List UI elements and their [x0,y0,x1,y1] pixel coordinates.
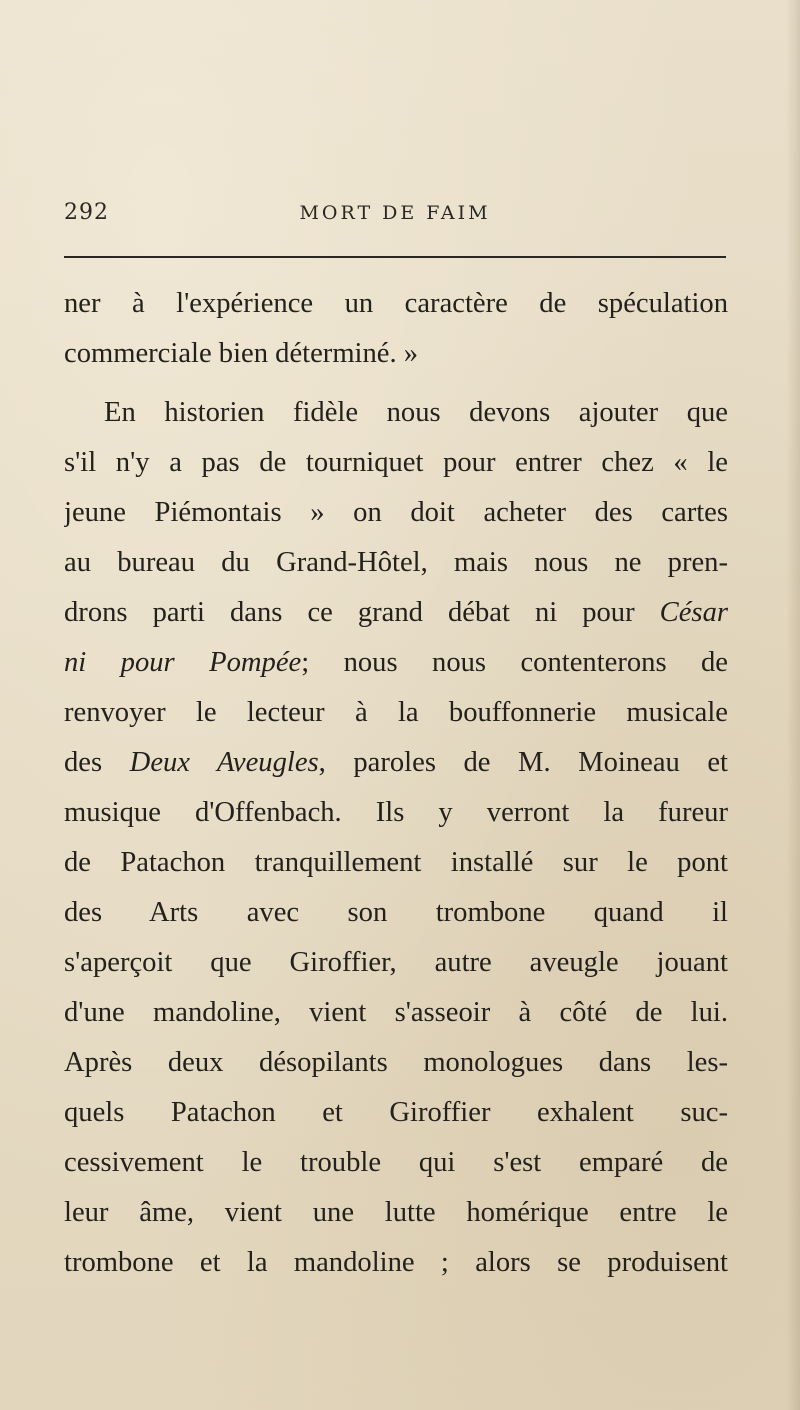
text-line [64,788,728,838]
italic-text-segment: ni pour Pompée [64,647,302,678]
text-line [64,688,728,738]
text-line [64,888,728,938]
text-segment: renvoyer le lecteur à la bouffonnerie musicale [64,697,728,728]
text-line [64,388,728,438]
header-rule [64,256,726,258]
text-line [64,1238,728,1288]
text-line [64,638,728,688]
italic-text-segment: Deux Aveugles [129,747,319,778]
text-line [64,329,728,379]
body-text [64,279,728,1288]
text-segment: quels Patachon et Giroffier exhalent suc- [64,1097,728,1128]
text-line [64,438,728,488]
text-segment: jeune Piémontais » on doit acheter des cartes [64,497,728,528]
text-line [64,1088,728,1138]
page-edge-shadow [786,0,800,1410]
text-segment: des Arts avec son trombone quand il [64,897,728,928]
text-segment: , paroles de M. Moineau et [318,747,728,778]
text-line [64,1038,728,1088]
text-line [64,538,728,588]
text-line [64,738,728,788]
text-segment: s'il n'y a pas de tourniquet pour entrer chez « le [64,447,728,478]
text-line [64,488,728,538]
text-segment: musique d'Offenbach. Ils y verront la fureur [64,797,728,828]
text-segment: s'aperçoit que Giroffier, autre aveugle jouant [64,947,728,978]
text-segment: ; nous nous contenterons de [301,647,728,678]
italic-text-segment: César [659,597,728,628]
text-segment: au bureau du Grand-Hôtel, mais nous ne pren- [64,547,728,578]
running-title: MORT DE FAIM [299,202,491,224]
text-line [64,588,728,638]
page-number: 292 [64,200,109,225]
text-line [64,1138,728,1188]
text-segment: Après deux désopilants monologues dans les- [64,1047,728,1078]
text-segment: En historien fidèle nous devons ajouter que [104,397,728,428]
page-header [64,198,726,238]
text-segment: trombone et la mandoline ; alors se produisent [64,1247,728,1278]
text-segment: d'une mandoline, vient s'asseoir à côté de lui. [64,997,728,1028]
text-line [64,838,728,888]
text-segment: drons parti dans ce grand débat ni pour [64,597,660,628]
text-segment: ner à l'expérience un caractère de spéculation [64,288,728,319]
text-segment: de Patachon tranquillement installé sur le pont [64,847,728,878]
text-segment: cessivement le trouble qui s'est emparé de [64,1147,728,1178]
text-line [64,938,728,988]
text-line [64,1188,728,1238]
text-line [64,988,728,1038]
text-segment: des [64,747,130,778]
text-segment: leur âme, vient une lutte homérique entre le [64,1197,728,1228]
text-line [64,279,728,329]
text-segment: commerciale bien déterminé. » [64,338,419,369]
